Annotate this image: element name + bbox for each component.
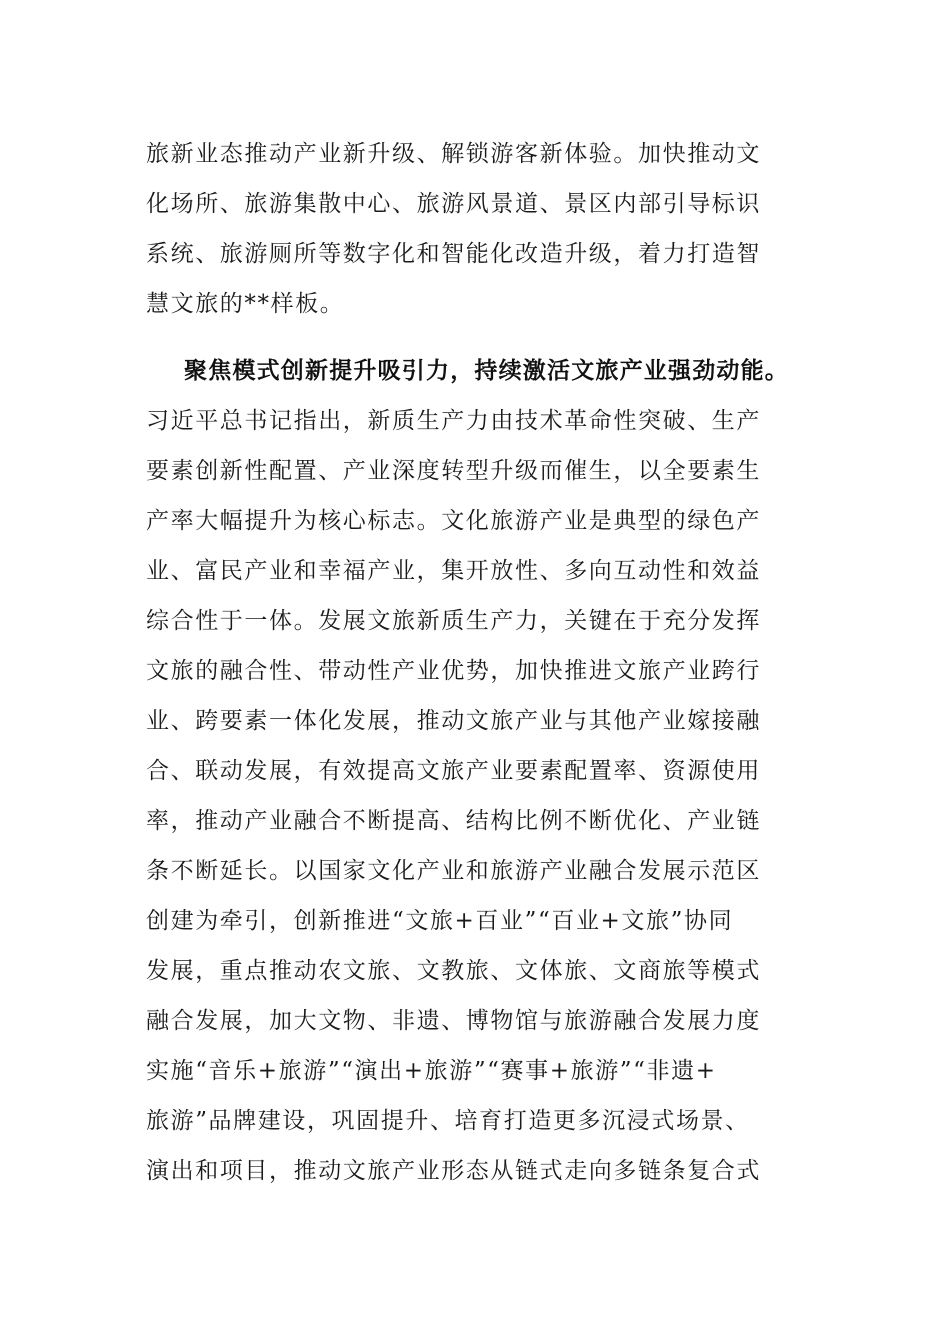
paragraph-2-line: 产率大幅提升为核心标志。文化旅游产业是典型的绿色产 bbox=[146, 508, 761, 534]
paragraph-1-line: 慧文旅的**样板。 bbox=[146, 291, 345, 317]
document-body bbox=[146, 129, 846, 1196]
paragraph-1-line: 系统、旅游厕所等数字化和智能化改造升级，着力打造智 bbox=[146, 241, 761, 267]
paragraph-2-line: 要素创新性配置、产业深度转型升级而催生，以全要素生 bbox=[146, 458, 761, 484]
section-heading: 聚焦模式创新提升吸引力，持续激活文旅产业强劲动能。 bbox=[184, 357, 789, 384]
paragraph-2-line: 条不断延长。以国家文化产业和旅游产业融合发展示范区 bbox=[146, 858, 761, 884]
paragraph-2-line: 习近平总书记指出，新质生产力由技术革命性突破、生产 bbox=[146, 408, 761, 434]
paragraph-2-line: 文旅的融合性、带动性产业优势，加快推进文旅产业跨行 bbox=[146, 658, 761, 684]
paragraph-2-line: 融合发展，加大文物、非遗、博物馆与旅游融合发展力度 bbox=[146, 1008, 761, 1034]
paragraph-2-line: 实施“音乐+旅游”“演出+旅游”“赛事+旅游”“非遗+ bbox=[146, 1058, 717, 1084]
paragraph-2-line: 业、跨要素一体化发展，推动文旅产业与其他产业嫁接融 bbox=[146, 708, 761, 734]
paragraph-2-line: 率，推动产业融合不断提高、结构比例不断优化、产业链 bbox=[146, 808, 761, 834]
paragraph-2-line: 合、联动发展，有效提高文旅产业要素配置率、资源使用 bbox=[146, 758, 761, 784]
paragraph-2-line: 旅游”品牌建设，巩固提升、培育打造更多沉浸式场景、 bbox=[146, 1108, 750, 1134]
paragraph-2-line: 发展，重点推动农文旅、文教旅、文体旅、文商旅等模式 bbox=[146, 958, 761, 984]
paragraph-2-line: 业、富民产业和幸福产业，集开放性、多向互动性和效益 bbox=[146, 558, 761, 584]
paragraph-1-line: 旅新业态推动产业新升级、解锁游客新体验。加快推动文 bbox=[146, 141, 761, 167]
paragraph-spacing bbox=[146, 329, 846, 346]
paragraph-1-line: 化场所、旅游集散中心、旅游风景道、景区内部引导标识 bbox=[146, 191, 761, 217]
paragraph-2-line: 综合性于一体。发展文旅新质生产力，关键在于充分发挥 bbox=[146, 608, 761, 634]
paragraph-2-line: 演出和项目，推动文旅产业形态从链式走向多链条复合式 bbox=[146, 1158, 761, 1184]
paragraph-2-line: 创建为牵引，创新推进“文旅+百业”“百业+文旅”协同 bbox=[146, 908, 734, 934]
